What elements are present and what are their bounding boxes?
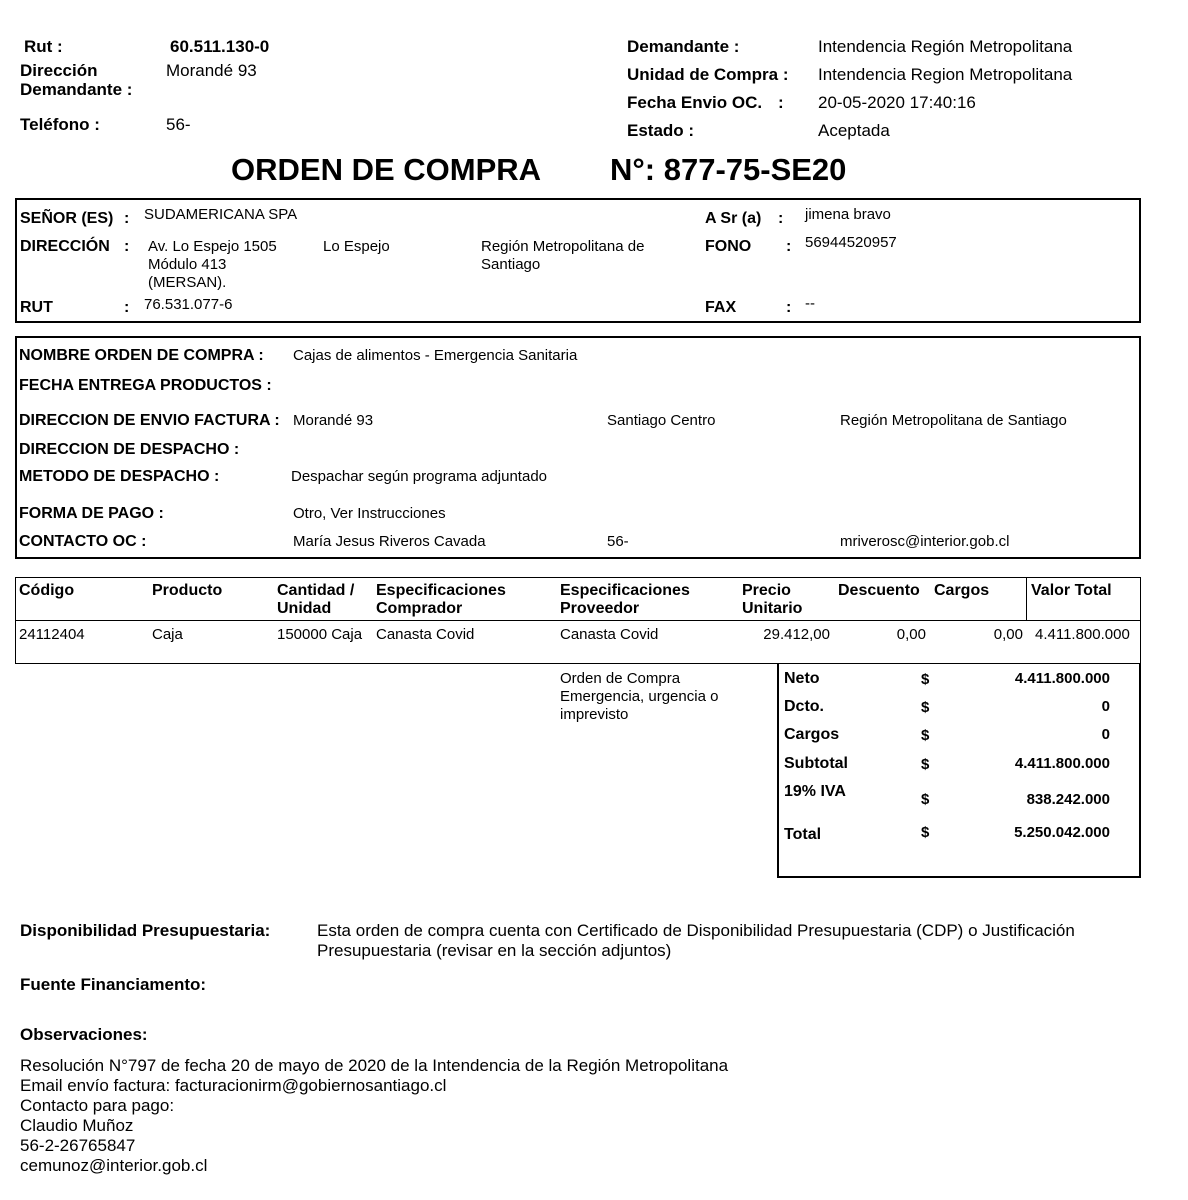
obs-line: 56-2-26765847 [20,1136,136,1155]
dir-factura-comuna: Santiago Centro [607,412,716,429]
note-line1: Orden de Compra [560,670,681,687]
rut-label: Rut : [24,37,63,56]
supplier-comuna: Lo Espejo [323,238,390,255]
dir-factura-value: Morandé 93 [293,412,374,429]
asr-label: A Sr (a) [705,210,762,227]
iva-label: 19% IVA [784,783,846,800]
obs-line: Email envío factura: facturacionirm@gobiernosantiago.cl [20,1076,447,1095]
col-esp-proveedor-2: Proveedor [560,600,640,617]
subtotal-value: 4.411.800.000 [1014,755,1110,772]
senor-colon: : [124,210,130,227]
subtotal-label: Subtotal [784,755,848,772]
estado-value: Aceptada [818,121,890,140]
telefono-label: Teléfono : [20,115,100,134]
direccion-supplier-colon: : [124,238,130,255]
fono-colon: : [786,238,792,255]
direccion-supplier-label: DIRECCIÓN [20,238,110,255]
demandante-label: Demandante : [627,37,740,56]
col-codigo: Código [19,582,75,599]
metodo-despacho-label: METODO DE DESPACHO : [19,468,220,485]
supplier-rut-label: RUT [20,299,53,316]
total-currency: $ [921,824,930,841]
supplier-rut-colon: : [124,299,130,316]
direccion-value: Morandé 93 [166,61,257,80]
items-valor-total-divider [1026,577,1027,621]
row-precio: 29.412,00 [763,626,830,643]
total-value: 5.250.042.000 [1014,824,1110,841]
supplier-region-line1: Región Metropolitana de [481,238,645,255]
unidad-label: Unidad de Compra : [627,65,789,84]
cargos-currency: $ [921,727,930,744]
disponibilidad-line1: Esta orden de compra cuenta con Certificado de Disponibilidad Presupuestaria (CDP) o Justificación [317,921,1075,940]
row-producto: Caja [152,626,183,643]
col-producto: Producto [152,582,223,599]
col-valor-total: Valor Total [1031,582,1112,599]
dcto-currency: $ [921,699,930,716]
obs-line: cemunoz@interior.gob.cl [20,1156,208,1175]
fono-value: 56944520957 [805,234,897,251]
demandante-value: Intendencia Región Metropolitana [818,37,1073,56]
direccion-supplier-line3: (MERSAN). [148,274,227,291]
cargos-value: 0 [1101,726,1110,743]
rut-value: 60.511.130-0 [170,37,270,56]
dcto-value: 0 [1101,698,1110,715]
dcto-label: Dcto. [784,698,824,715]
items-header-divider [15,620,1141,621]
dir-factura-label: DIRECCION DE ENVIO FACTURA : [19,412,280,429]
forma-pago-label: FORMA DE PAGO : [19,505,164,522]
col-precio: Precio [742,582,791,599]
senor-label: SEÑOR (ES) [20,210,114,227]
direccion-label-2: Demandante : [20,80,133,99]
fecha-entrega-label: FECHA ENTREGA PRODUCTOS : [19,377,272,394]
fax-label: FAX [705,299,737,316]
row-esp-comprador: Canasta Covid [376,626,475,643]
contacto-name: María Jesus Riveros Cavada [293,533,486,550]
direccion-supplier-line1: Av. Lo Espejo 1505 [148,238,277,255]
note-line2: Emergencia, urgencia o [560,688,719,705]
fecha-envio-label: Fecha Envio OC. [627,93,763,112]
dir-despacho-label: DIRECCION DE DESPACHO : [19,441,240,458]
disponibilidad-line2: Presupuestaria (revisar en la sección adjuntos) [317,941,672,960]
metodo-despacho-value: Despachar según programa adjuntado [291,468,548,485]
fax-value: -- [805,295,815,312]
fuente-label: Fuente Financiamento: [20,975,207,994]
col-descuento: Descuento [838,582,920,599]
senor-value: SUDAMERICANA SPA [144,206,298,223]
nombre-oc-value: Cajas de alimentos - Emergencia Sanitaria [293,347,578,364]
forma-pago-value: Otro, Ver Instrucciones [293,505,446,522]
asr-colon: : [778,210,784,227]
neto-label: Neto [784,670,820,687]
total-label: Total [784,826,822,843]
col-cantidad: Cantidad / [277,582,355,599]
nombre-oc-label: NOMBRE ORDEN DE COMPRA : [19,347,264,364]
contacto-oc-label: CONTACTO OC : [19,533,147,550]
neto-currency: $ [921,671,930,688]
unidad-value: Intendencia Region Metropolitana [818,65,1073,84]
order-number: N°: 877-75-SE20 [610,152,847,187]
document-title: ORDEN DE COMPRA [231,152,542,187]
fono-label: FONO [705,238,752,255]
supplier-region-line2: Santiago [481,256,541,273]
obs-line: Claudio Muñoz [20,1116,134,1135]
fecha-envio-colon: : [778,93,784,112]
dir-factura-region: Región Metropolitana de Santiago [840,412,1067,429]
contacto-email[interactable]: mriverosc@interior.gob.cl [840,533,1010,550]
telefono-value: 56- [166,115,191,134]
fax-colon: : [786,299,792,316]
col-esp-comprador: Especificaciones [376,582,506,599]
subtotal-currency: $ [921,756,930,773]
neto-value: 4.411.800.000 [1014,670,1110,687]
obs-line: Contacto para pago: [20,1096,175,1115]
iva-currency: $ [921,791,930,808]
row-cargos: 0,00 [993,626,1023,643]
disponibilidad-label: Disponibilidad Presupuestaria: [20,921,271,940]
row-cantidad: 150000 Caja [277,626,363,643]
note-line3: imprevisto [560,706,629,723]
col-precio-2: Unitario [742,600,803,617]
contacto-phone: 56- [607,533,629,550]
direccion-supplier-line2: Módulo 413 [148,256,227,273]
row-esp-proveedor: Canasta Covid [560,626,659,643]
col-cantidad-2: Unidad [277,600,332,617]
direccion-label: Dirección [20,61,98,80]
col-esp-comprador-2: Comprador [376,600,463,617]
iva-value: 838.242.000 [1026,791,1110,808]
supplier-rut-value: 76.531.077-6 [144,296,233,313]
estado-label: Estado : [627,121,695,140]
row-valor-total: 4.411.800.000 [1035,626,1130,643]
cargos-label: Cargos [784,726,840,743]
fecha-envio-value: 20-05-2020 17:40:16 [818,93,976,112]
col-cargos: Cargos [934,582,990,599]
col-esp-proveedor: Especificaciones [560,582,690,599]
row-codigo: 24112404 [19,626,85,643]
row-descuento: 0,00 [896,626,926,643]
observaciones-label: Observaciones: [20,1025,148,1044]
obs-line: Resolución N°797 de fecha 20 de mayo de 2020 de la Intendencia de la Región Metropolitana [20,1056,729,1075]
asr-value: jimena bravo [805,206,891,223]
